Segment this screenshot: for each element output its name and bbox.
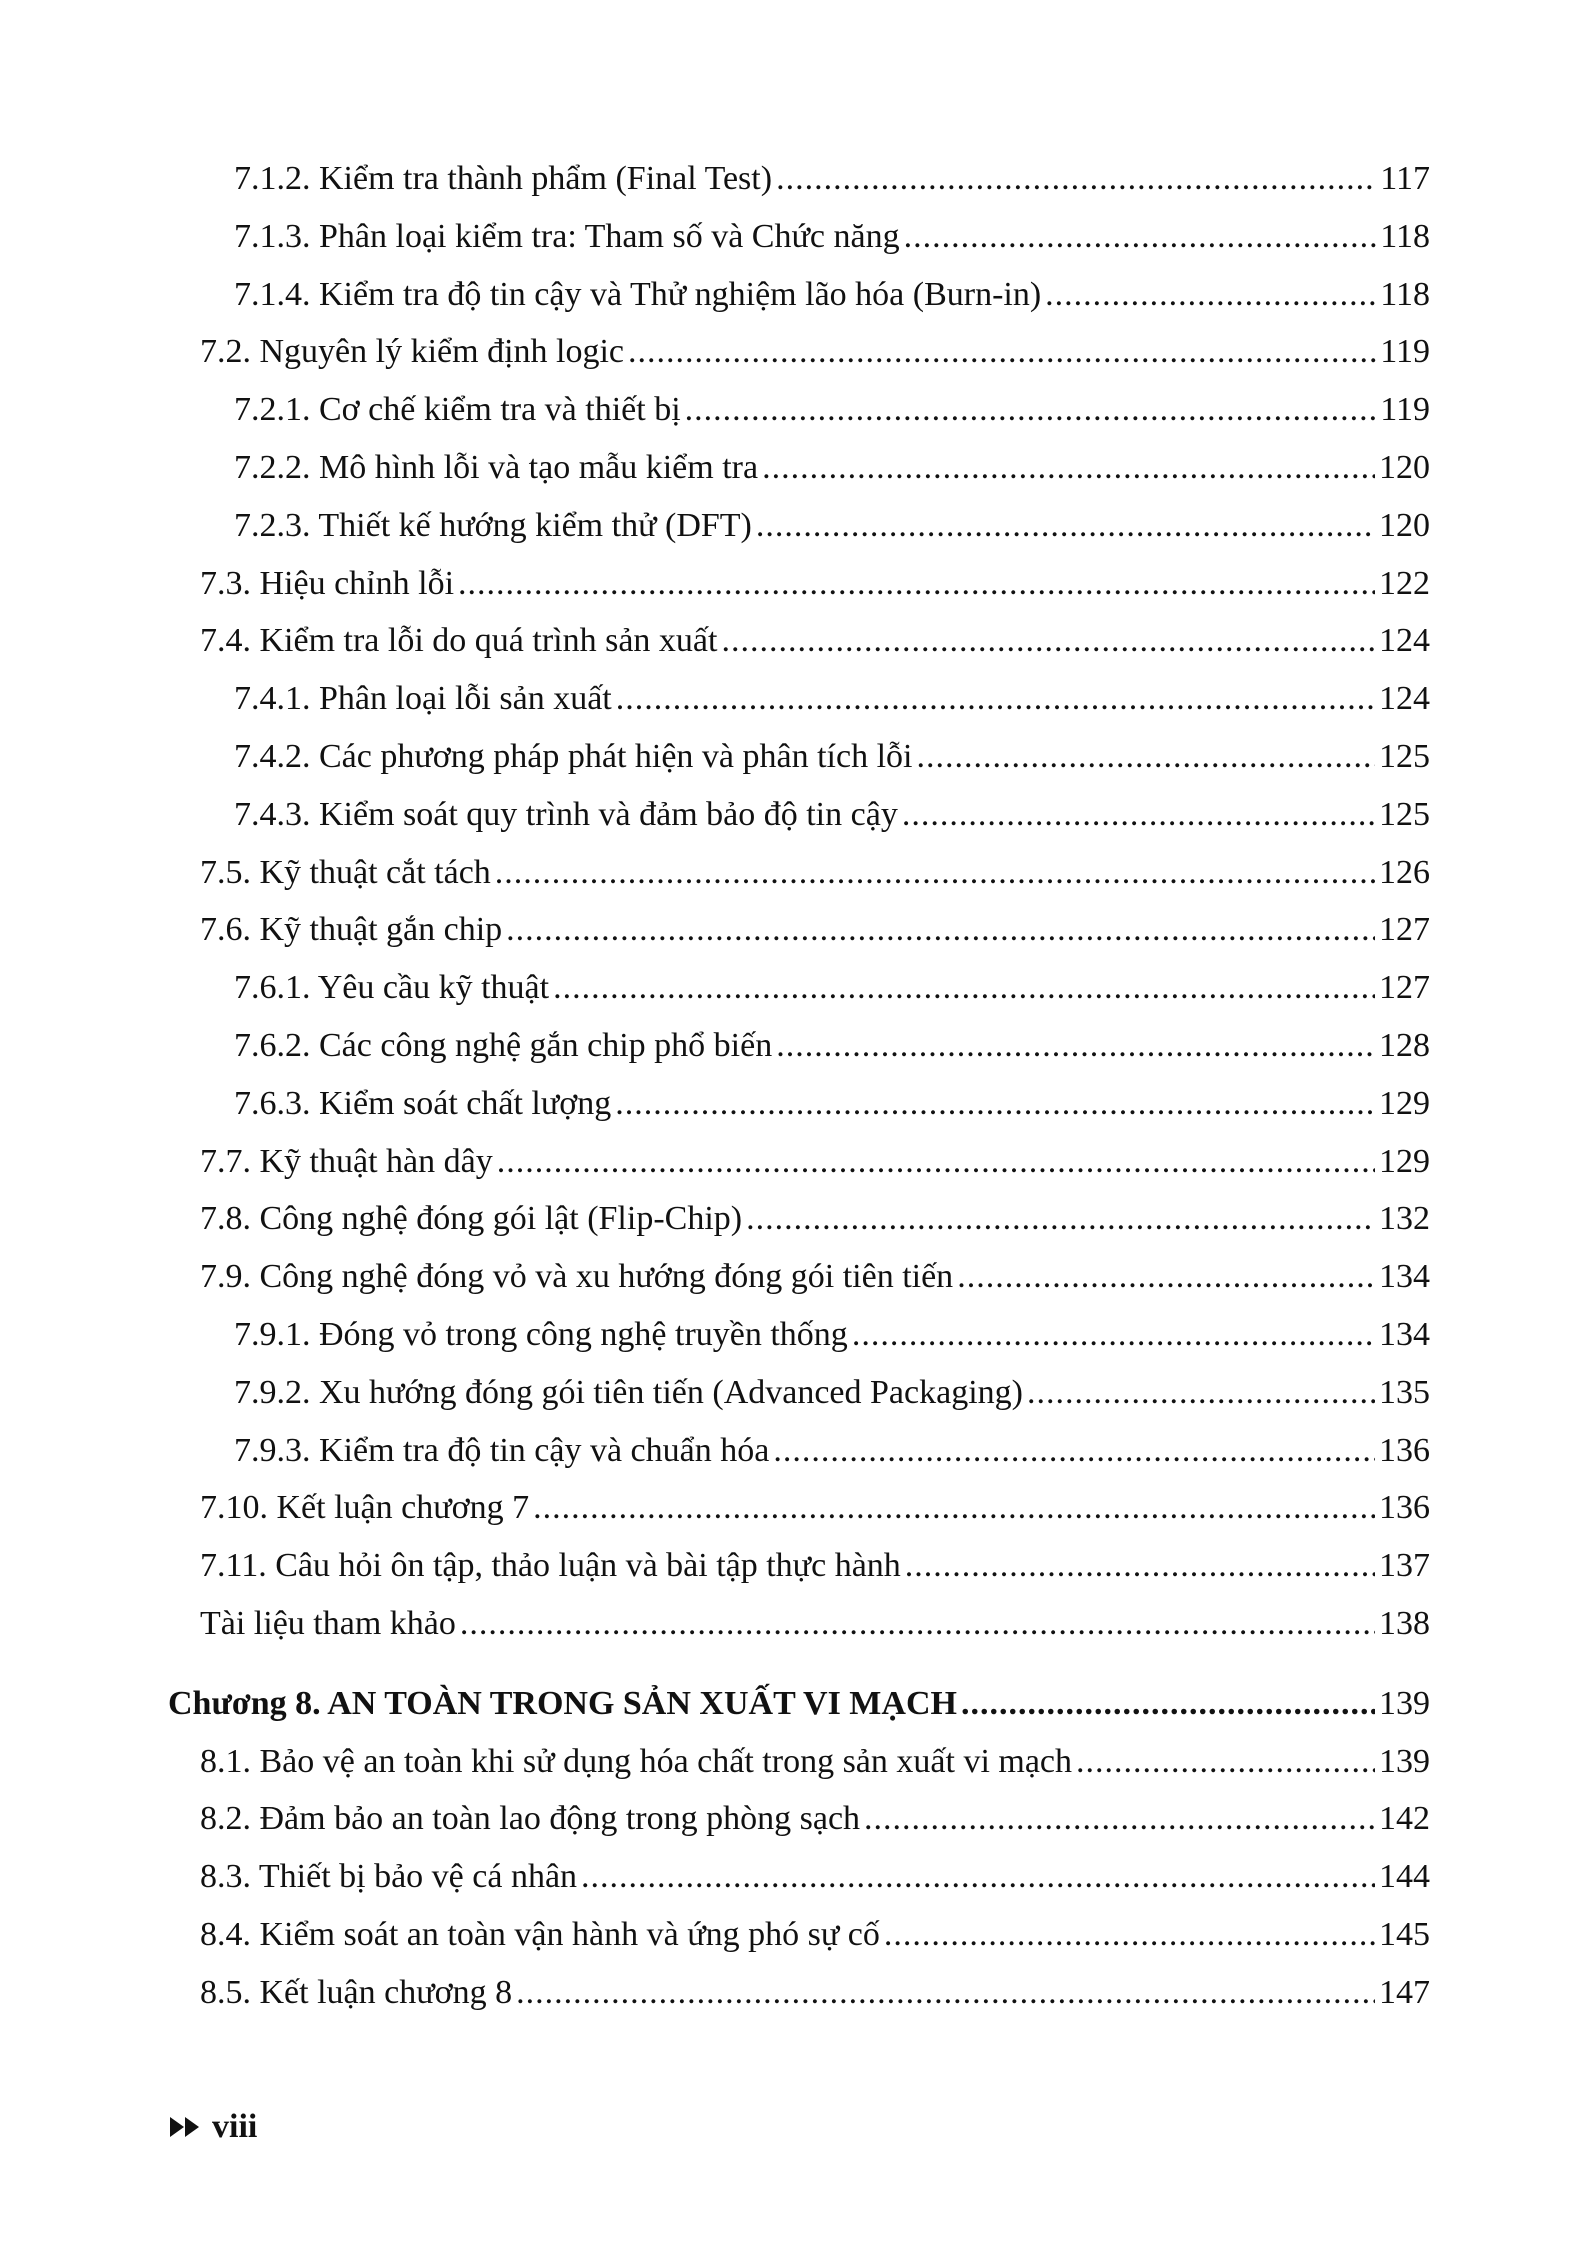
toc-entry-page: 127 [1379, 911, 1430, 949]
table-of-contents [168, 150, 1430, 2022]
toc-entry-page: 127 [1379, 969, 1430, 1007]
toc-entry[interactable] [168, 439, 1430, 497]
toc-entry-page: 125 [1379, 737, 1430, 775]
toc-dot-leader [497, 1133, 1375, 1191]
toc-entry[interactable] [168, 1075, 1430, 1133]
toc-dot-leader [864, 1790, 1375, 1848]
toc-entry-title: 7.6.1. Yêu cầu kỹ thuật [234, 969, 550, 1007]
toc-entry-title: 7.9. Công nghệ đóng vỏ và xu hướng đóng gói tiên tiến [200, 1258, 954, 1296]
toc-entry-page: 122 [1379, 564, 1430, 602]
page-footer [170, 2108, 257, 2146]
toc-dot-leader [495, 844, 1375, 902]
toc-entry-page: 136 [1379, 1431, 1430, 1469]
toc-entry-page: 137 [1379, 1547, 1430, 1585]
double-arrow-right-icon [170, 2115, 204, 2139]
toc-entry-page: 129 [1379, 1142, 1430, 1180]
toc-entry-title: 7.9.3. Kiểm tra độ tin cậy và chuẩn hóa [234, 1431, 770, 1469]
toc-entry-page: 119 [1380, 333, 1430, 371]
toc-dot-leader [1045, 266, 1376, 324]
toc-entry-page: 128 [1379, 1026, 1430, 1064]
toc-entry[interactable] [168, 1479, 1430, 1537]
toc-dot-leader [506, 901, 1375, 959]
toc-entry-title: Tài liệu tham khảo [200, 1604, 456, 1642]
toc-entry-title: 7.2.3. Thiết kế hướng kiểm thử (DFT) [234, 506, 752, 544]
toc-entry-page: 134 [1379, 1315, 1430, 1353]
toc-entry-title: 7.4.2. Các phương pháp phát hiện và phân tích lỗi [234, 737, 913, 775]
toc-entry-title: 7.6. Kỹ thuật gắn chip [200, 911, 503, 949]
toc-entry-title: 7.6.2. Các công nghệ gắn chip phổ biến [234, 1026, 773, 1064]
toc-entry-title: 7.9.1. Đóng vỏ trong công nghệ truyền thống [234, 1315, 848, 1353]
toc-entry-title: 8.3. Thiết bị bảo vệ cá nhân [200, 1858, 578, 1896]
toc-dot-leader [615, 1075, 1375, 1133]
toc-entry[interactable] [168, 497, 1430, 555]
toc-entry-page: 144 [1379, 1858, 1430, 1896]
toc-dot-leader [852, 1306, 1375, 1364]
toc-dot-leader [616, 670, 1375, 728]
toc-entry[interactable] [168, 266, 1430, 324]
toc-entry[interactable] [168, 1733, 1430, 1791]
toc-entry-page: 139 [1379, 1742, 1430, 1780]
toc-entry-title: 7.2.2. Mô hình lỗi và tạo mẫu kiểm tra [234, 448, 759, 486]
toc-dot-leader [773, 1422, 1375, 1480]
toc-entry-title: 7.4.1. Phân loại lỗi sản xuất [234, 680, 612, 718]
toc-entry-title: 7.1.3. Phân loại kiểm tra: Tham số và Chức năng [234, 217, 900, 255]
toc-entry-page: 136 [1379, 1489, 1430, 1527]
toc-entry[interactable] [168, 555, 1430, 613]
toc-entry-title: 7.3. Hiệu chỉnh lỗi [200, 564, 455, 602]
toc-entry[interactable] [168, 901, 1430, 959]
toc-entry-title: 7.1.4. Kiểm tra độ tin cậy và Thử nghiệm lão hóa (Burn-in) [234, 275, 1042, 313]
toc-entry[interactable] [168, 323, 1430, 381]
toc-entry-title: 7.2.1. Cơ chế kiểm tra và thiết bị [234, 391, 681, 429]
page-number: viii [212, 2108, 258, 2145]
toc-entry-title: 8.1. Bảo vệ an toàn khi sử dụng hóa chất trong sản xuất vi mạch [200, 1742, 1073, 1780]
toc-entry-title: 7.2. Nguyên lý kiểm định logic [200, 333, 625, 371]
toc-entry[interactable] [168, 150, 1430, 208]
toc-entry-page: 142 [1379, 1800, 1430, 1838]
toc-dot-leader [1076, 1733, 1375, 1791]
toc-entry-title: 7.9.2. Xu hướng đóng gói tiên tiến (Advanced Packaging) [234, 1373, 1023, 1411]
toc-entry-title: 8.5. Kết luận chương 8 [200, 1973, 513, 2011]
toc-entry[interactable] [168, 844, 1430, 902]
toc-dot-leader [685, 381, 1377, 439]
toc-entry-page: 132 [1379, 1200, 1430, 1238]
toc-entry-page: 139 [1379, 1684, 1430, 1722]
toc-entry[interactable] [168, 1133, 1430, 1191]
toc-entry-title: Chương 8. AN TOÀN TRONG SẢN XUẤT VI MẠCH [168, 1684, 957, 1722]
toc-entry-title: 8.4. Kiểm soát an toàn vận hành và ứng phó sự cố [200, 1915, 880, 1953]
toc-entry-title: 7.5. Kỹ thuật cắt tách [200, 853, 491, 891]
toc-dot-leader [776, 1017, 1375, 1075]
toc-entry[interactable] [168, 1422, 1430, 1480]
toc-entry-title: 7.8. Công nghệ đóng gói lật (Flip-Chip) [200, 1200, 743, 1238]
toc-entry-title: 7.10. Kết luận chương 7 [200, 1489, 530, 1527]
toc-dot-leader [581, 1848, 1375, 1906]
toc-entry-page: 134 [1379, 1258, 1430, 1296]
toc-entry[interactable] [168, 1848, 1430, 1906]
toc-dot-leader [756, 497, 1375, 555]
toc-entry-page: 147 [1379, 1973, 1430, 2011]
toc-entry-title: 7.7. Kỹ thuật hàn dây [200, 1142, 493, 1180]
toc-entry-title: 7.4. Kiểm tra lỗi do quá trình sản xuất [200, 622, 718, 660]
toc-entry[interactable] [168, 381, 1430, 439]
toc-entry[interactable] [168, 1364, 1430, 1422]
toc-entry[interactable] [168, 670, 1430, 728]
toc-entry-page: 125 [1379, 795, 1430, 833]
toc-entry-page: 120 [1379, 506, 1430, 544]
toc-entry-page: 118 [1380, 217, 1430, 255]
toc-dot-leader [553, 959, 1375, 1017]
toc-entry[interactable] [168, 1306, 1430, 1364]
toc-dot-leader [776, 150, 1376, 208]
toc-dot-leader [884, 1906, 1375, 1964]
toc-entry[interactable] [168, 1190, 1430, 1248]
toc-dot-leader [516, 1964, 1375, 2022]
toc-dot-leader [746, 1190, 1375, 1248]
toc-dot-leader [957, 1248, 1375, 1306]
toc-entry-title: 7.11. Câu hỏi ôn tập, thảo luận và bài tập thực hành [200, 1547, 901, 1585]
toc-dot-leader [460, 1595, 1375, 1653]
toc-dot-leader [628, 323, 1376, 381]
toc-entry[interactable] [168, 612, 1430, 670]
toc-entry-title: 7.6.3. Kiểm soát chất lượng [234, 1084, 612, 1122]
toc-entry[interactable] [168, 1964, 1430, 2022]
toc-chapter-heading[interactable] [168, 1675, 1430, 1733]
toc-entry-page: 129 [1379, 1084, 1430, 1122]
toc-dot-leader [904, 208, 1377, 266]
toc-entry[interactable] [168, 1017, 1430, 1075]
toc-entry-page: 124 [1379, 622, 1430, 660]
toc-entry-page: 145 [1379, 1915, 1430, 1953]
toc-dot-leader [458, 555, 1375, 613]
toc-entry-page: 138 [1379, 1604, 1430, 1642]
toc-entry[interactable] [168, 1248, 1430, 1306]
toc-entry-page: 124 [1379, 680, 1430, 718]
toc-entry[interactable] [168, 1595, 1430, 1653]
toc-entry[interactable] [168, 959, 1430, 1017]
toc-dot-leader [905, 1537, 1375, 1595]
toc-entry[interactable] [168, 1906, 1430, 1964]
toc-entry-title: 8.2. Đảm bảo an toàn lao động trong phòng sạch [200, 1800, 861, 1838]
toc-dot-leader [762, 439, 1375, 497]
toc-entry-title: 7.1.2. Kiểm tra thành phẩm (Final Test) [234, 160, 773, 197]
toc-dot-leader [1027, 1364, 1375, 1422]
toc-entry[interactable] [168, 208, 1430, 266]
toc-dot-leader [917, 728, 1376, 786]
toc-dot-leader [961, 1675, 1375, 1733]
toc-entry-page: 118 [1380, 275, 1430, 313]
toc-dot-leader [902, 786, 1375, 844]
toc-entry-page: 119 [1380, 391, 1430, 429]
toc-dot-leader [721, 612, 1375, 670]
toc-entry-page: 126 [1379, 853, 1430, 891]
toc-entry[interactable] [168, 1537, 1430, 1595]
toc-entry-page: 120 [1379, 448, 1430, 486]
toc-entry-page: 135 [1379, 1373, 1430, 1411]
toc-entry[interactable] [168, 728, 1430, 786]
toc-entry[interactable] [168, 1790, 1430, 1848]
toc-dot-leader [533, 1479, 1375, 1537]
toc-entry[interactable] [168, 786, 1430, 844]
toc-entry-page: 117 [1380, 160, 1430, 197]
toc-entry-title: 7.4.3. Kiểm soát quy trình và đảm bảo độ tin cậy [234, 795, 898, 833]
